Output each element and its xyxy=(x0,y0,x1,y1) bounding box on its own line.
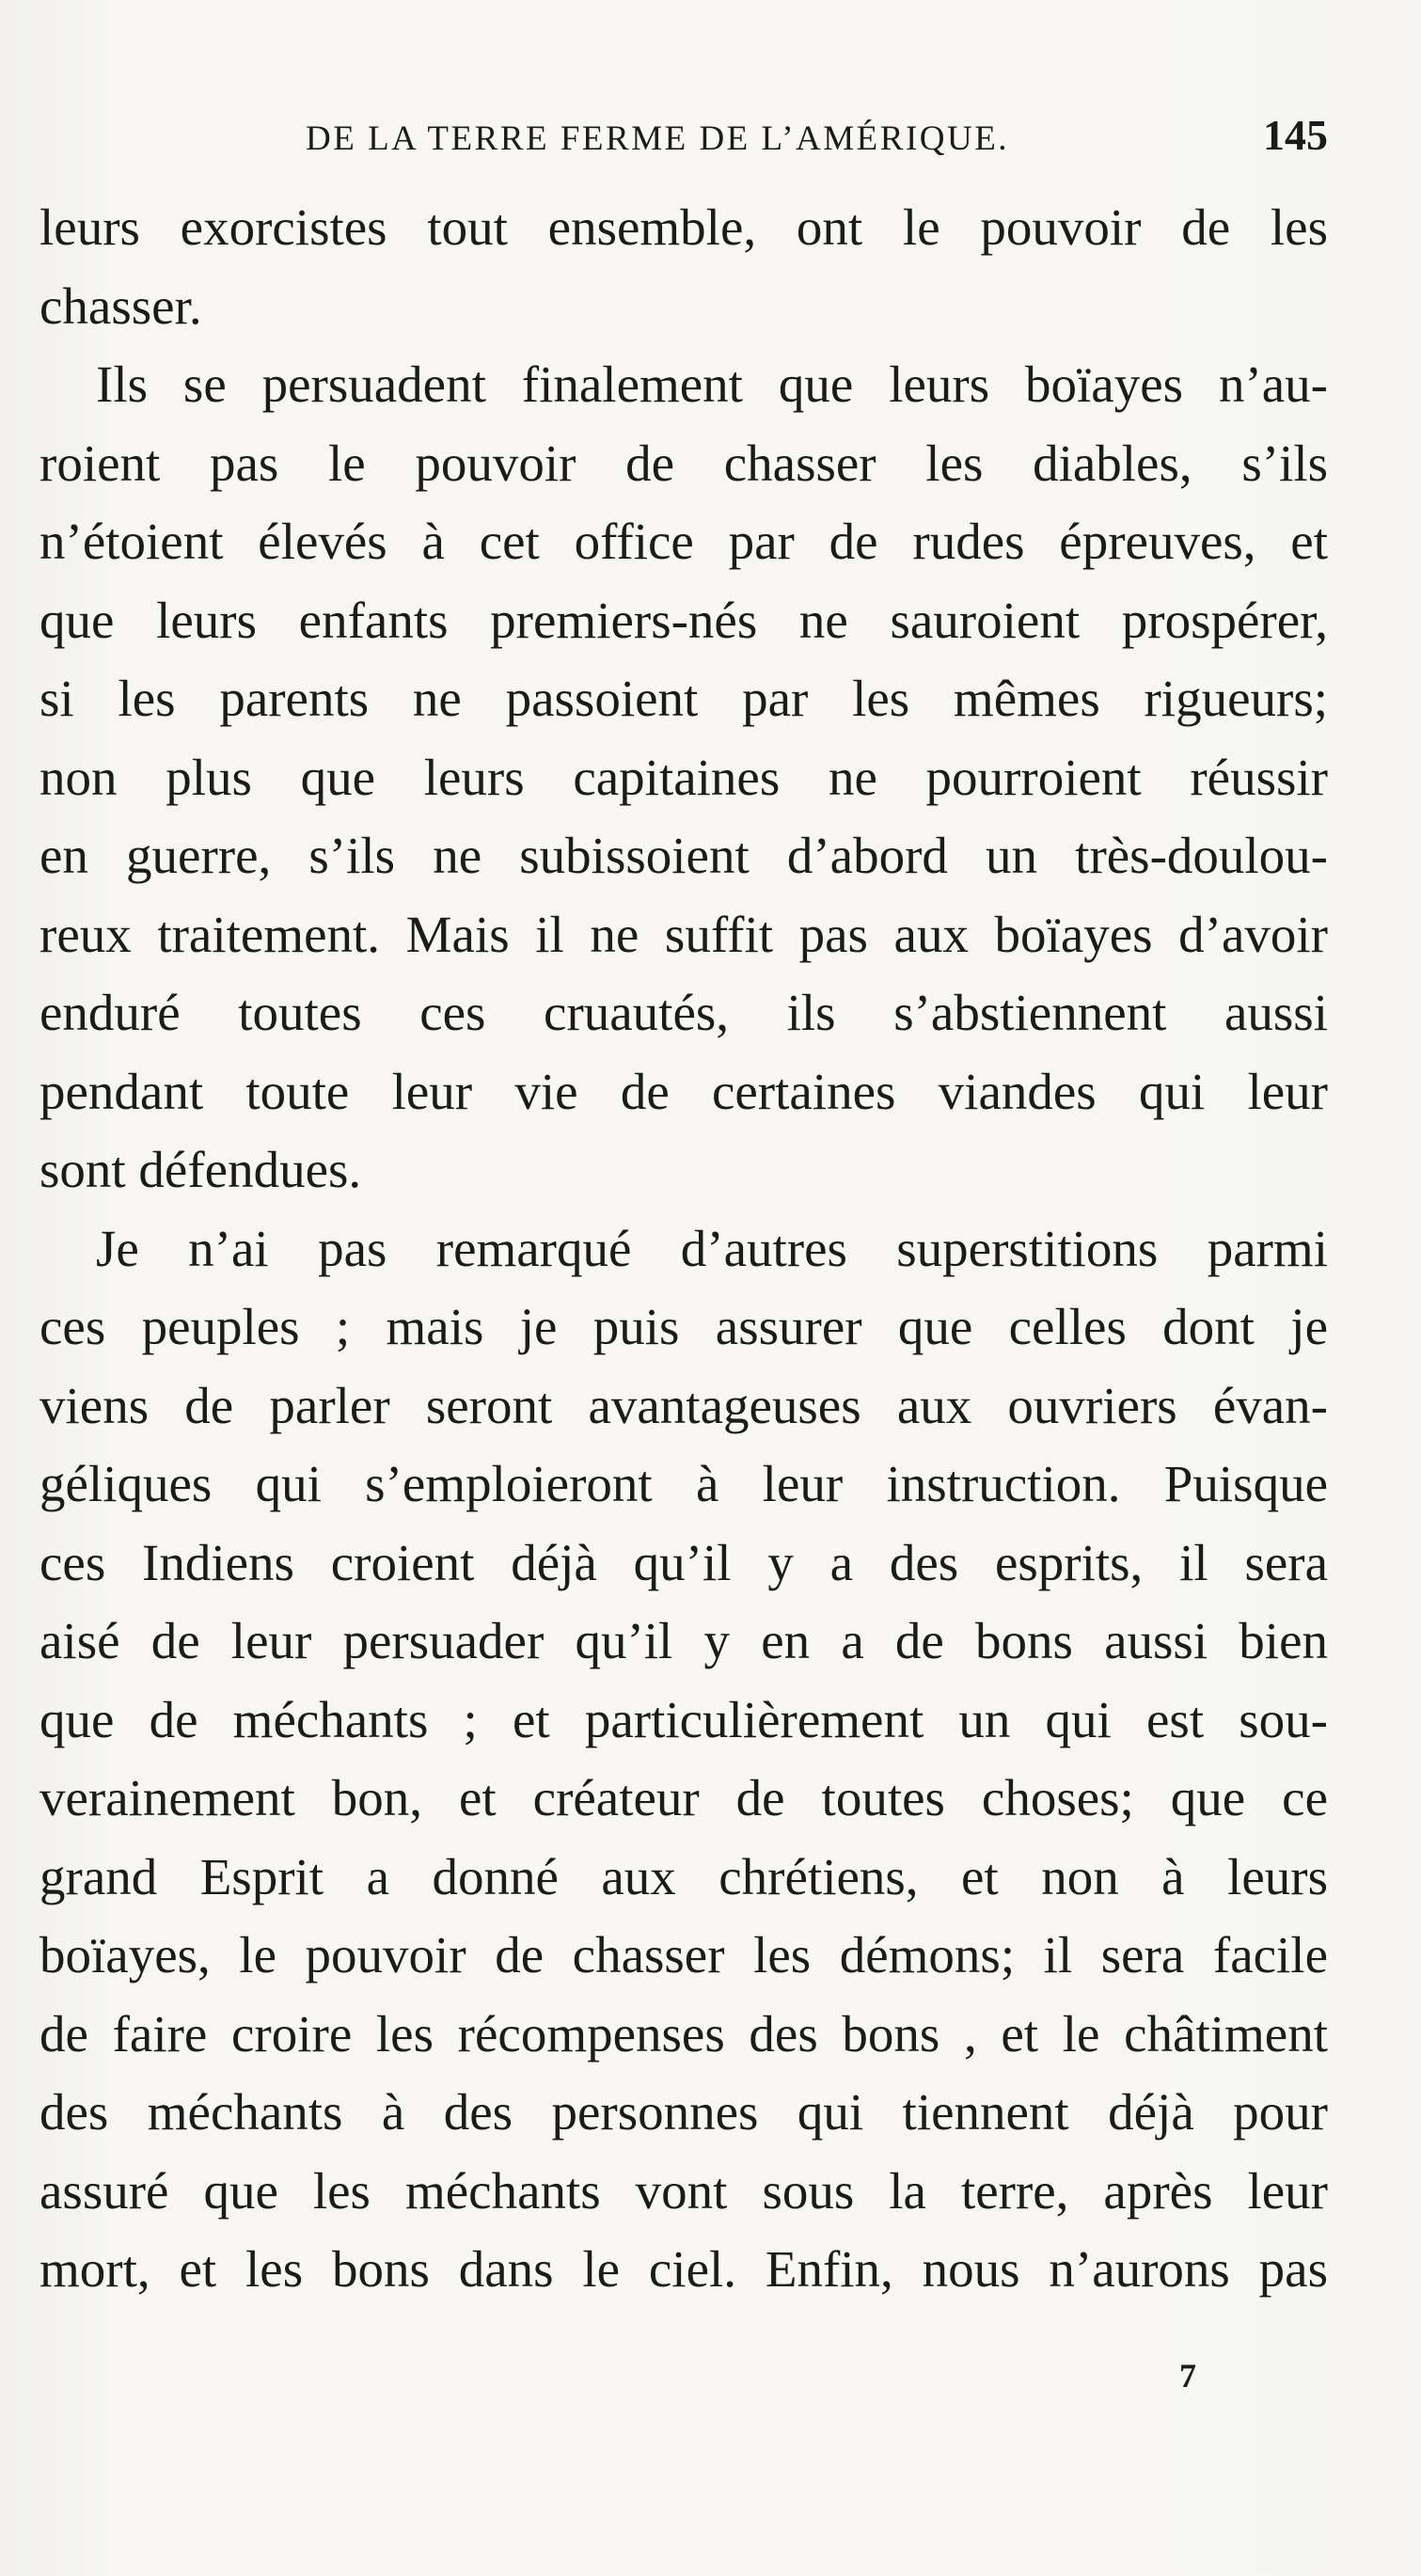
text-line: si les parents ne passoient par les mêmes rigueurs; xyxy=(39,670,1328,727)
text-line: géliques qui s’emploieront à leur instruction. Puisque xyxy=(39,1455,1328,1512)
text-line: n’étoient élevés à cet office par de rudes épreuves, et xyxy=(39,513,1328,570)
text-line: que leurs enfants premiers-nés ne sauroient prospérer, xyxy=(39,591,1328,649)
text-line: roient pas le pouvoir de chasser les diables, s’ils xyxy=(39,434,1328,492)
text-line: aisé de leur persuader qu’il y en a de bons aussi bien xyxy=(39,1612,1328,1669)
page-number: 145 xyxy=(1263,111,1328,159)
text-line: ces Indiens croient déjà qu’il y a des esprits, il sera xyxy=(39,1533,1328,1591)
running-head: DE LA TERRE FERME DE L’AMÉRIQUE. xyxy=(306,119,1010,158)
text-line: viens de parler seront avantageuses aux ouvriers évan- xyxy=(39,1376,1328,1434)
text-line: en guerre, s’ils ne subissoient d’abord un très-doulou- xyxy=(39,827,1328,884)
text-line: sont défendues. xyxy=(39,1141,362,1198)
text-line: leurs exorcistes tout ensemble, ont le pouvoir de les xyxy=(39,198,1328,256)
text-line: non plus que leurs capitaines ne pourroient réussir xyxy=(39,748,1328,806)
text-line: verainement bon, et créateur de toutes choses; que ce xyxy=(39,1769,1328,1826)
text-line: Je n’ai pas remarqué d’autres superstitions parmi xyxy=(96,1219,1328,1277)
text-line: reux traitement. Mais il ne suffit pas aux boïayes d’avoir xyxy=(39,905,1328,963)
text-line: pendant toute leur vie de certaines viandes qui leur xyxy=(39,1062,1328,1120)
text-line: assuré que les méchants vont sous la terre, après leur xyxy=(39,2161,1328,2220)
text-line: enduré toutes ces cruautés, ils s’abstiennent aussi xyxy=(39,984,1328,1041)
text-line: Ils se persuadent finalement que leurs boïayes n’au- xyxy=(96,356,1328,413)
text-line: des méchants à des personnes qui tiennent déjà pour xyxy=(39,2083,1328,2141)
text-line: chasser. xyxy=(39,277,202,335)
text-line: que de méchants ; et particulièrement un qui est sou- xyxy=(39,1690,1328,1748)
text-line: mort, et les bons dans le ciel. Enfin, nous n’aurons pas xyxy=(39,2240,1328,2298)
signature-mark: 7 xyxy=(1179,2357,1196,2394)
body-text xyxy=(39,188,1328,2309)
text-line: de faire croire les récompenses des bons , et le châtiment xyxy=(39,2004,1328,2062)
page-header xyxy=(39,111,1328,167)
text-line: ces peuples ; mais je puis assurer que celles dont je xyxy=(39,1298,1328,1355)
text-line: boïayes, le pouvoir de chasser les démons; il sera facile xyxy=(39,1926,1328,1983)
text-line: grand Esprit a donné aux chrétiens, et non à leurs xyxy=(39,1847,1328,1905)
